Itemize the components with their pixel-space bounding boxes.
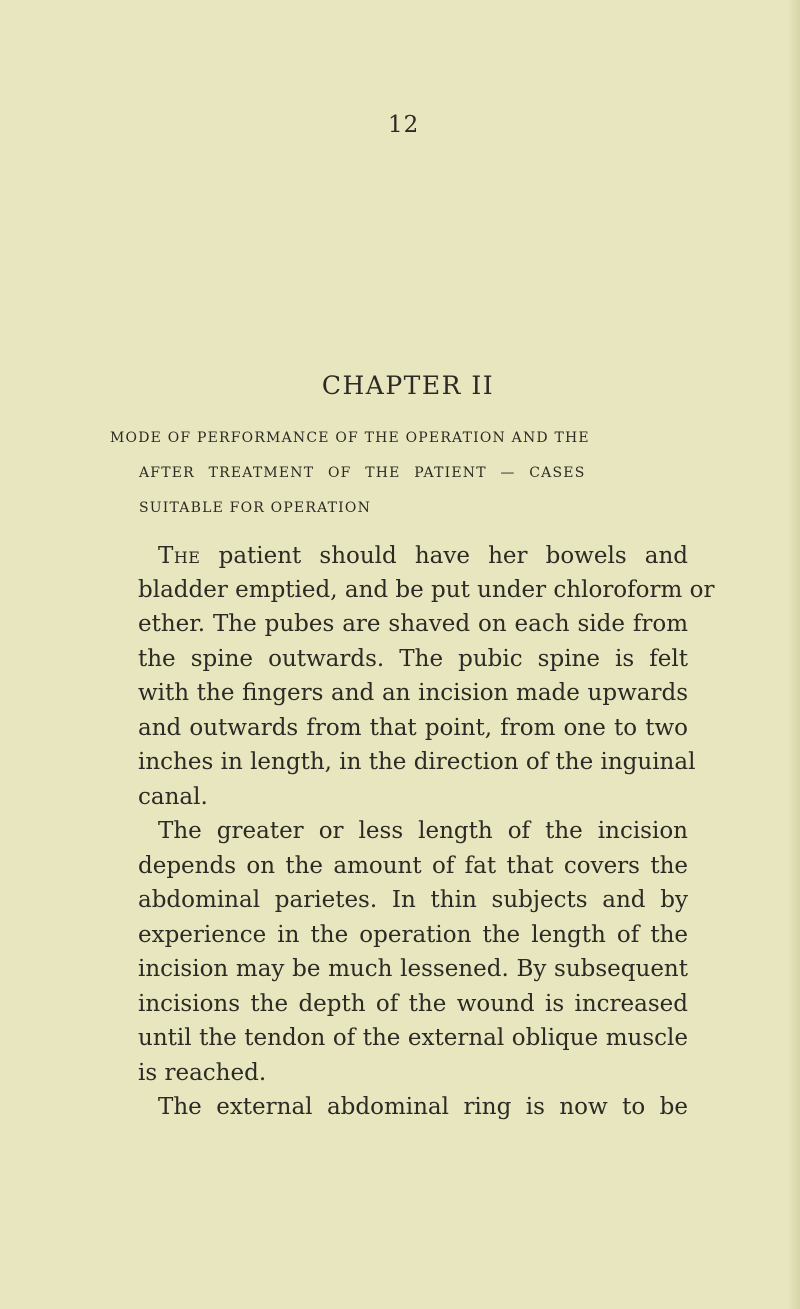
- body-text-line: is reached.: [138, 1060, 267, 1086]
- body-text-line: with the fingers and an incision made upwards: [138, 680, 688, 706]
- page-number: 12: [388, 112, 420, 138]
- body-text-line: bladder emptied, and be put under chloroform or: [138, 577, 715, 603]
- body-text-line: inches in length, in the direction of the inguinal: [138, 749, 696, 775]
- body-text-fragment: patient should have her bowels and: [200, 543, 688, 569]
- body-text-line: incisions the depth of the wound is increased: [138, 991, 688, 1017]
- body-text-line: and outwards from that point, from one to two: [138, 715, 688, 741]
- body-text-line: abdominal parietes. In thin subjects and by: [138, 887, 688, 913]
- body-text-line: [158, 539, 688, 573]
- drop-word: The: [158, 543, 201, 569]
- body-text-line: the spine outwards. The pubic spine is felt: [138, 646, 688, 672]
- body-text-line: canal.: [138, 784, 208, 810]
- body-text-line: incision may be much lessened. By subsequent: [138, 956, 688, 982]
- chapter-subtitle-line-1: MODE OF PERFORMANCE OF THE OPERATION AND THE: [110, 430, 590, 446]
- body-text-line: ether. The pubes are shaved on each side from: [138, 611, 688, 637]
- body-text-line: The external abdominal ring is now to be: [158, 1094, 688, 1120]
- body-text-line: The greater or less length of the incision: [158, 818, 688, 844]
- body-text-line: until the tendon of the external oblique muscle: [138, 1025, 688, 1051]
- chapter-subtitle-line-3: SUITABLE FOR OPERATION: [139, 500, 372, 516]
- page-edge-shadow: [788, 0, 800, 1309]
- chapter-title: CHAPTER II: [321, 371, 495, 400]
- body-text-line: experience in the operation the length of the: [138, 922, 688, 948]
- body-text-line: depends on the amount of fat that covers the: [138, 853, 688, 879]
- chapter-subtitle-line-2: AFTER TREATMENT OF THE PATIENT — CASES: [139, 465, 586, 481]
